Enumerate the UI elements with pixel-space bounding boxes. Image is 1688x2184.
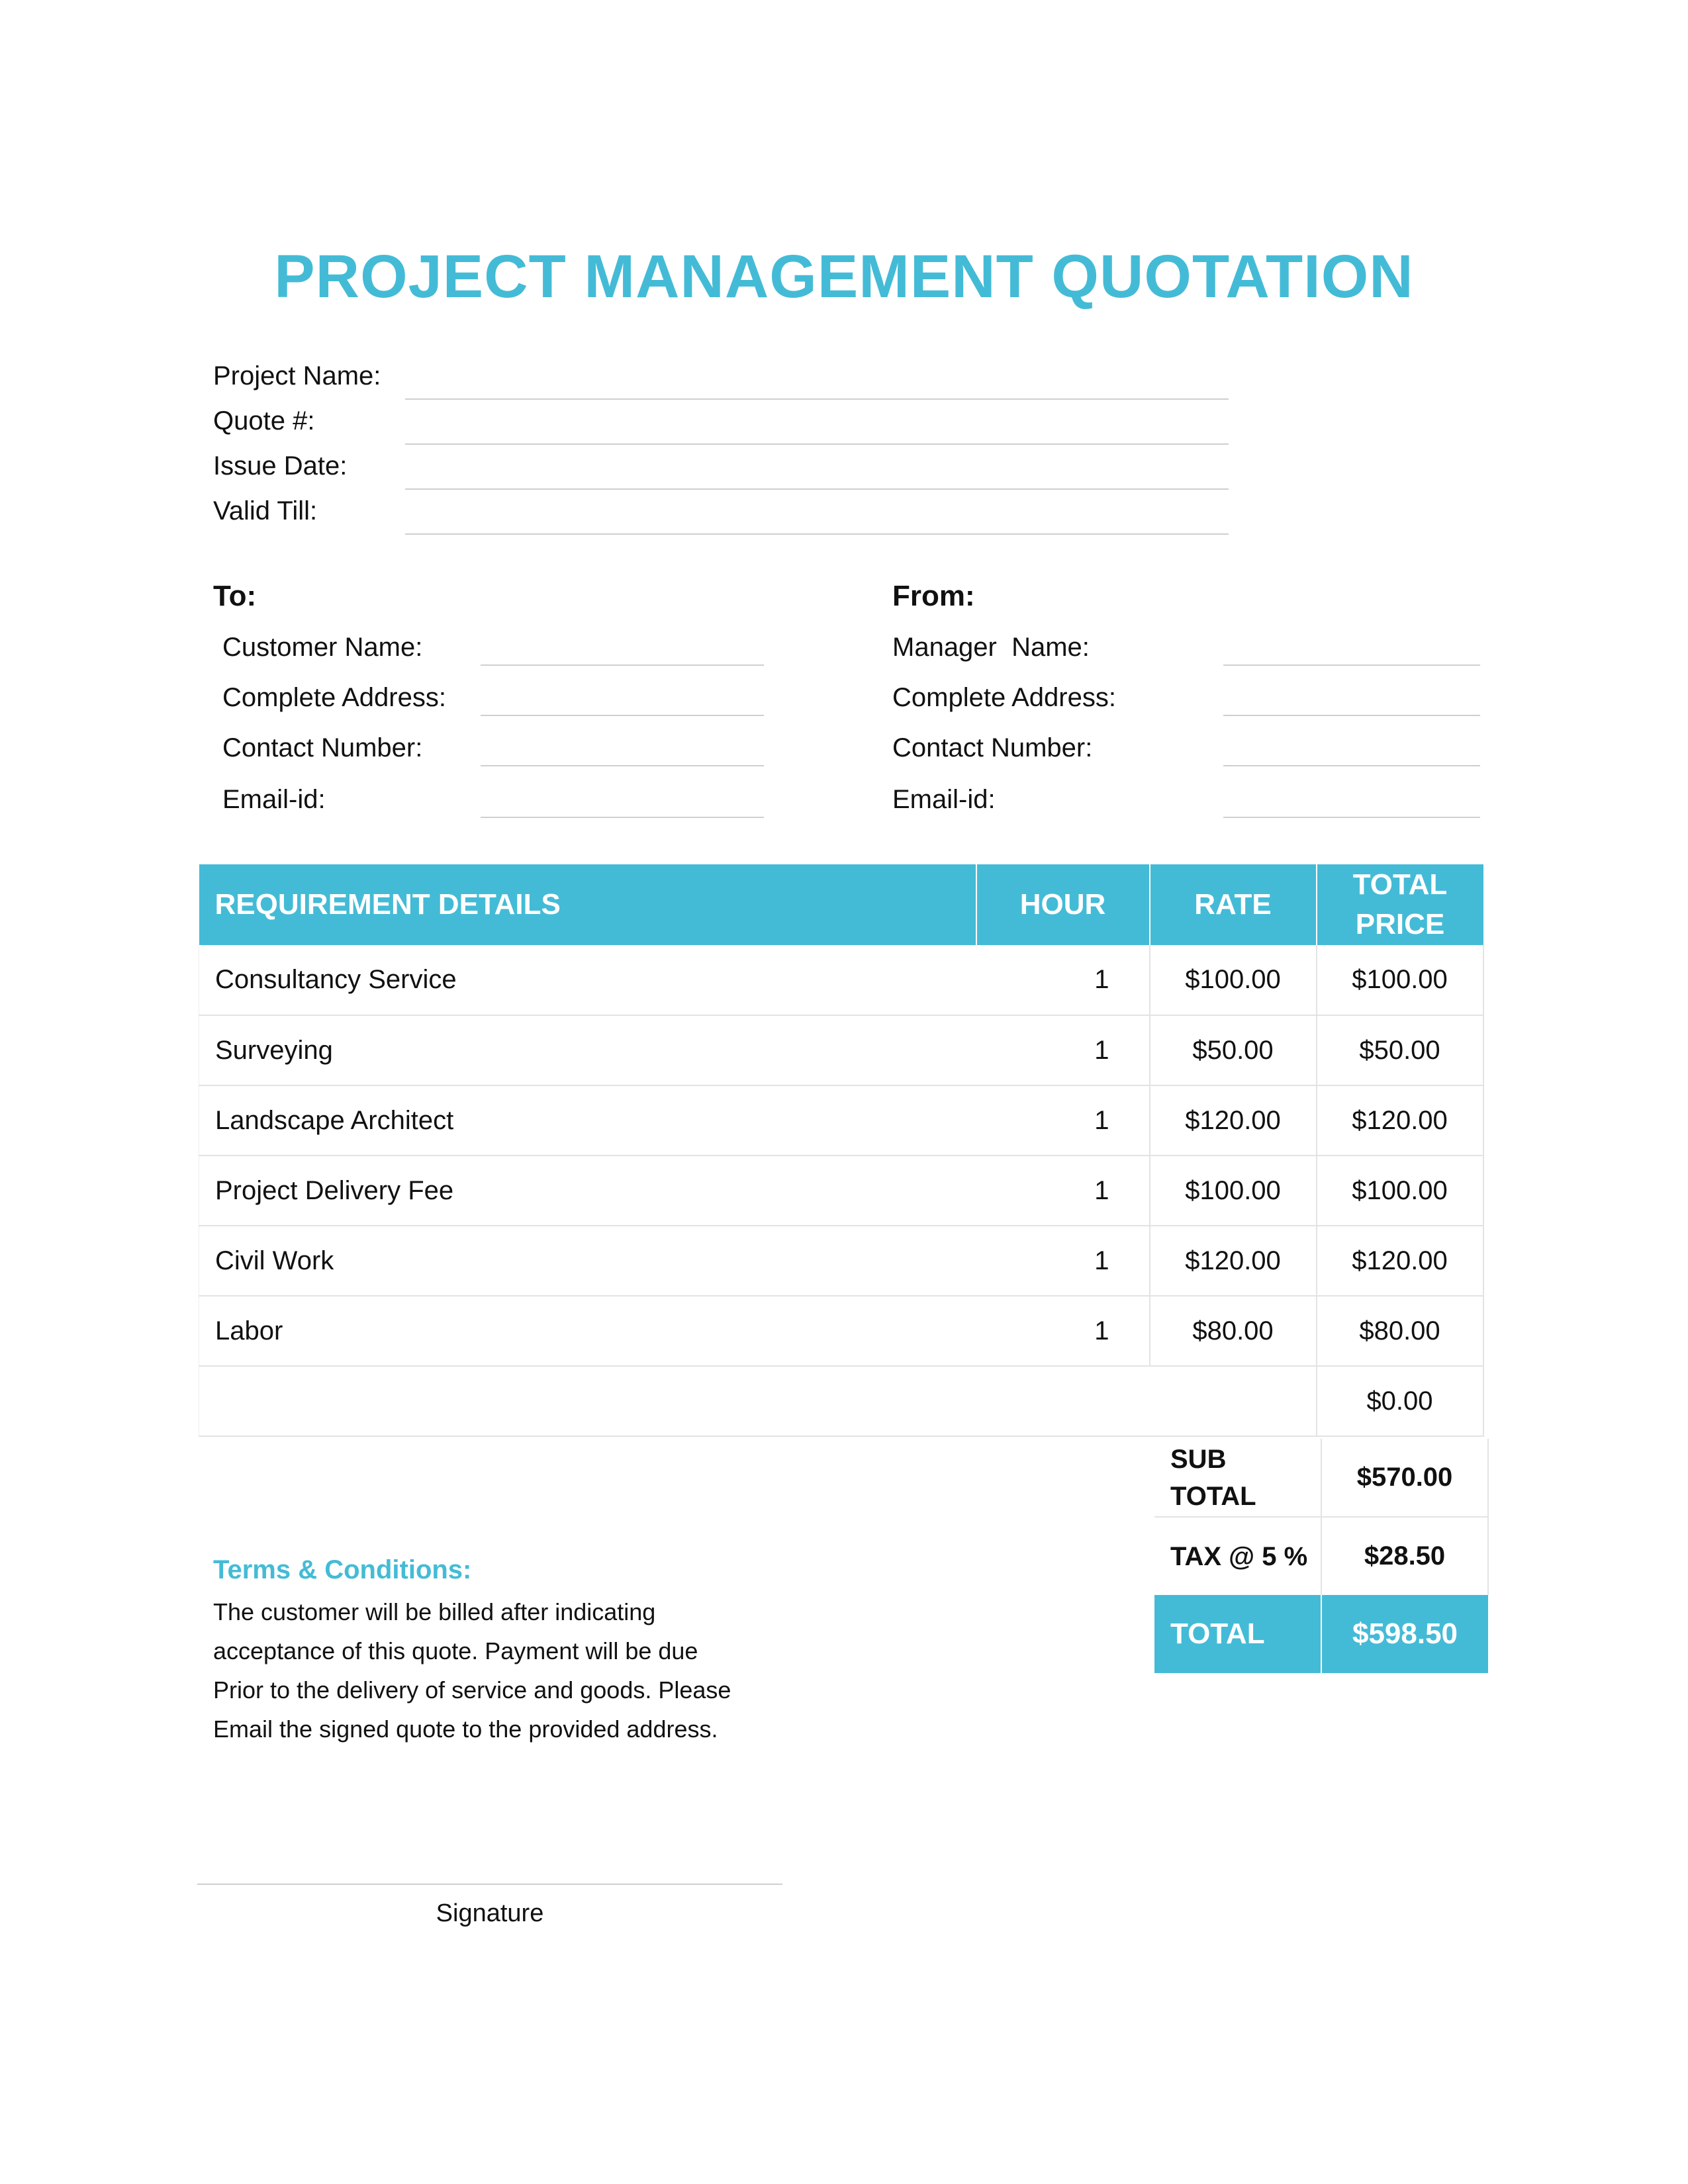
table-header-row [199,864,1483,945]
row-rate [1150,1366,1317,1436]
customer-name-label: Customer Name: [222,633,423,662]
row-total: $120.00 [1317,1085,1483,1156]
row-details: Labor [199,1296,976,1366]
row-hour: 1 [976,945,1150,1015]
row-rate: $100.00 [1150,945,1317,1015]
project-name-field[interactable] [405,398,1229,400]
col-header-total-line2: PRICE [1355,908,1445,940]
customer-contact-field[interactable] [481,765,764,766]
col-header-rate: RATE [1150,864,1317,945]
row-total: $100.00 [1317,945,1483,1015]
terms-title: Terms & Conditions: [213,1555,472,1584]
subtotal-label-line2: TOTAL [1170,1481,1256,1511]
table-row [199,1296,1483,1366]
valid-till-label: Valid Till: [213,496,318,525]
row-total: $80.00 [1317,1296,1483,1366]
document-title: PROJECT MANAGEMENT QUOTATION [274,243,1414,310]
manager-name-field[interactable] [1223,664,1480,666]
terms-line: Email the signed quote to the provided address. [213,1715,718,1743]
customer-email-label: Email-id: [222,785,326,814]
manager-name-label: Manager Name: [892,633,1090,662]
table-row [199,1015,1483,1085]
row-hour: 1 [976,1156,1150,1226]
row-details: Landscape Architect [199,1085,976,1156]
manager-address-field[interactable] [1223,715,1480,716]
row-total: $50.00 [1317,1015,1483,1085]
col-header-details: REQUIREMENT DETAILS [199,864,976,945]
quotation-table [199,864,1484,1437]
manager-contact-label: Contact Number: [892,733,1093,762]
total-row [1154,1595,1488,1673]
table-row [199,1226,1483,1296]
total-label: TOTAL [1154,1595,1321,1673]
row-hour: 1 [976,1296,1150,1366]
terms-line: The customer will be billed after indicating [213,1598,656,1625]
subtotal-row [1154,1439,1488,1517]
row-hour [976,1366,1150,1436]
row-hour: 1 [976,1085,1150,1156]
manager-address-label: Complete Address: [892,683,1116,712]
summary-table [1154,1439,1489,1673]
project-name-label: Project Name: [213,361,381,390]
row-total: $100.00 [1317,1156,1483,1226]
row-rate: $120.00 [1150,1085,1317,1156]
signature-label: Signature [436,1899,544,1927]
row-rate: $100.00 [1150,1156,1317,1226]
row-hour: 1 [976,1015,1150,1085]
row-details: Surveying [199,1015,976,1085]
tax-label: TAX @ 5 % [1154,1517,1321,1595]
col-header-total-price [1317,864,1483,945]
table-row [199,1156,1483,1226]
tax-value: $28.50 [1321,1517,1488,1595]
valid-till-field[interactable] [405,533,1229,535]
signature-line[interactable] [197,1884,782,1885]
table-row [199,1085,1483,1156]
row-details [199,1366,976,1436]
subtotal-label-line1: SUB [1170,1444,1227,1474]
terms-line: Prior to the delivery of service and goods. Please [213,1676,731,1704]
row-hour: 1 [976,1226,1150,1296]
customer-contact-label: Contact Number: [222,733,423,762]
row-total: $120.00 [1317,1226,1483,1296]
col-header-hour: HOUR [976,864,1150,945]
quote-number-field[interactable] [405,443,1229,445]
tax-row [1154,1517,1488,1595]
terms-line: acceptance of this quote. Payment will be due [213,1637,698,1664]
row-total: $0.00 [1317,1366,1483,1436]
manager-email-field[interactable] [1223,817,1480,818]
quote-number-label: Quote #: [213,406,315,435]
terms-body [213,1592,796,1749]
row-rate: $120.00 [1150,1226,1317,1296]
col-header-total-line1: TOTAL [1352,868,1448,901]
customer-address-label: Complete Address: [222,683,446,712]
subtotal-label [1154,1439,1321,1517]
issue-date-label: Issue Date: [213,451,348,480]
row-rate: $80.00 [1150,1296,1317,1366]
issue-date-field[interactable] [405,488,1229,490]
manager-email-label: Email-id: [892,785,996,814]
to-heading: To: [213,580,257,612]
subtotal-value: $570.00 [1321,1439,1488,1517]
manager-contact-field[interactable] [1223,765,1480,766]
row-details: Civil Work [199,1226,976,1296]
row-rate: $50.00 [1150,1015,1317,1085]
row-details: Project Delivery Fee [199,1156,976,1226]
row-details: Consultancy Service [199,945,976,1015]
table-row [199,945,1483,1015]
customer-address-field[interactable] [481,715,764,716]
total-value: $598.50 [1321,1595,1488,1673]
customer-email-field[interactable] [481,817,764,818]
customer-name-field[interactable] [481,664,764,666]
from-heading: From: [892,580,975,612]
table-row [199,1366,1483,1436]
